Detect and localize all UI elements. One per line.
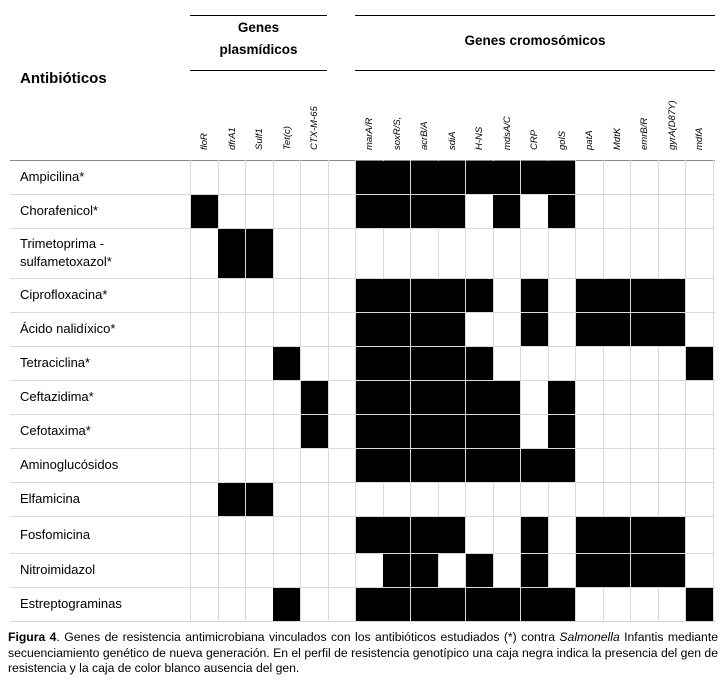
- resistance-cell-chromosomal: [383, 449, 410, 482]
- resistance-cell-chromosomal: [411, 161, 438, 194]
- resistance-cell-chromosomal: [438, 449, 465, 482]
- resistance-cell-chromosomal: [493, 588, 520, 621]
- resistance-cell-plasmid: [218, 229, 245, 278]
- caption-text-2: Infantis mediante secuenciamiento genético de nueva generación. En el perfil de resistencia genotípico una caja negra indica la presencia del gen de resistencia y la caja de color blanco ausencia del gen.: [8, 630, 719, 675]
- resistance-cell-chromosomal: [383, 279, 410, 312]
- resistance-cell-chromosomal: [411, 517, 438, 553]
- gene-label-chromosomal: CRP: [529, 129, 540, 150]
- gene-label-chromosomal: patA: [584, 130, 595, 150]
- gene-label-plasmid: floR: [199, 133, 210, 150]
- antibiotic-label: Elfamicina: [20, 491, 80, 506]
- plasmid-header-top-line: [190, 15, 327, 16]
- resistance-cell-chromosomal: [466, 161, 493, 194]
- resistance-cell-chromosomal: [576, 279, 603, 312]
- caption-text-1: . Genes de resistencia antimicrobiana vinculados con los antibióticos estudiados (*) contra: [56, 630, 560, 644]
- antibiotic-label: Ampicilina*: [20, 169, 85, 184]
- resistance-cell-chromosomal: [356, 449, 383, 482]
- gene-label-chromosomal: mdsA/C: [501, 116, 513, 150]
- resistance-cell-chromosomal: [356, 517, 383, 553]
- antibiotic-label: Aminoglucósidos: [20, 457, 119, 472]
- plasmid-header-bottom-line: [190, 70, 327, 71]
- resistance-cell-chromosomal: [631, 517, 658, 553]
- resistance-cell-chromosomal: [383, 347, 410, 380]
- resistance-cell-chromosomal: [493, 195, 520, 228]
- resistance-cell-chromosomal: [686, 347, 713, 380]
- gene-label-plasmid: dfrA1: [226, 127, 238, 150]
- gene-label-chromosomal: MdtK: [611, 127, 623, 150]
- gene-label-chromosomal: golS: [556, 130, 568, 150]
- grid-column-line: [713, 160, 714, 621]
- grid-column-line: [328, 160, 329, 621]
- resistance-cell-chromosomal: [521, 554, 548, 587]
- resistance-cell-chromosomal: [603, 554, 630, 587]
- caption-organism: Salmonella: [559, 630, 620, 644]
- resistance-cell-chromosomal: [603, 313, 630, 346]
- plasmid-group-title-line2: plasmídicos: [219, 42, 298, 57]
- gene-label-chromosomal: soxR/S,: [391, 116, 403, 150]
- resistance-cell-chromosomal: [521, 588, 548, 621]
- antibiotic-label: Cefotaxima*: [20, 423, 91, 438]
- resistance-cell-chromosomal: [438, 161, 465, 194]
- resistance-cell-plasmid: [301, 415, 328, 448]
- resistance-cell-chromosomal: [383, 517, 410, 553]
- resistance-cell-chromosomal: [411, 588, 438, 621]
- resistance-cell-chromosomal: [493, 449, 520, 482]
- resistance-cell-chromosomal: [631, 279, 658, 312]
- resistance-cell-chromosomal: [548, 588, 575, 621]
- resistance-cell-chromosomal: [356, 161, 383, 194]
- resistance-cell-chromosomal: [438, 415, 465, 448]
- resistance-cell-chromosomal: [548, 381, 575, 414]
- caption-figure-label: Figura 4: [8, 630, 57, 644]
- resistance-cell-chromosomal: [438, 279, 465, 312]
- antibiotic-label: Tetraciclina*: [20, 355, 91, 370]
- gene-label-chromosomal: acrB/A: [419, 121, 430, 150]
- resistance-cell-chromosomal: [411, 415, 438, 448]
- resistance-cell-chromosomal: [548, 195, 575, 228]
- resistance-cell-chromosomal: [521, 279, 548, 312]
- resistance-cell-chromosomal: [521, 313, 548, 346]
- resistance-cell-chromosomal: [548, 161, 575, 194]
- resistance-cell-plasmid: [301, 381, 328, 414]
- gene-label-chromosomal: marA/R: [364, 117, 375, 150]
- gene-label-chromosomal: sdiA: [446, 131, 458, 150]
- resistance-cell-chromosomal: [686, 588, 713, 621]
- resistance-cell-plasmid: [191, 195, 218, 228]
- resistance-cell-plasmid: [246, 229, 273, 278]
- resistance-cell-chromosomal: [411, 347, 438, 380]
- resistance-cell-chromosomal: [438, 313, 465, 346]
- resistance-cell-chromosomal: [631, 554, 658, 587]
- resistance-cell-chromosomal: [356, 347, 383, 380]
- resistance-cell-chromosomal: [438, 347, 465, 380]
- resistance-cell-chromosomal: [466, 588, 493, 621]
- resistance-cell-chromosomal: [466, 347, 493, 380]
- resistance-cell-chromosomal: [438, 517, 465, 553]
- resistance-cell-chromosomal: [411, 554, 438, 587]
- gene-label-chromosomal: H-NS: [474, 126, 485, 150]
- grid-column-line: [190, 160, 191, 621]
- resistance-cell-chromosomal: [356, 415, 383, 448]
- resistance-cell-chromosomal: [438, 381, 465, 414]
- resistance-cell-chromosomal: [356, 279, 383, 312]
- antibiotic-label: Chorafenicol*: [20, 203, 99, 218]
- resistance-cell-chromosomal: [576, 313, 603, 346]
- antibiotic-label: Fosfomicina: [20, 526, 91, 542]
- antibiotic-label: Estreptograminas: [20, 596, 122, 611]
- resistance-cell-chromosomal: [466, 449, 493, 482]
- resistance-cell-chromosomal: [438, 588, 465, 621]
- antibiotics-title: Antibióticos: [20, 70, 107, 87]
- resistance-cell-chromosomal: [411, 449, 438, 482]
- resistance-cell-chromosomal: [466, 279, 493, 312]
- resistance-cell-chromosomal: [603, 279, 630, 312]
- antibiotic-label: Ciprofloxacina*: [20, 287, 108, 302]
- grid-column-line: [273, 160, 274, 621]
- gene-label-chromosomal: emrB/R: [639, 117, 650, 150]
- resistance-cell-plasmid: [246, 483, 273, 516]
- resistance-cell-chromosomal: [383, 415, 410, 448]
- gene-label-plasmid: Sulf1: [254, 128, 265, 150]
- resistance-cell-chromosomal: [576, 554, 603, 587]
- resistance-cell-chromosomal: [466, 415, 493, 448]
- resistance-cell-chromosomal: [411, 381, 438, 414]
- resistance-cell-chromosomal: [356, 381, 383, 414]
- antibiotic-label: Ceftazidima*: [20, 389, 94, 404]
- chromosomal-header-top-line: [355, 15, 715, 16]
- grid-row-line: [10, 621, 715, 622]
- gene-label-chromosomal: gyrA(D87Y): [666, 100, 678, 150]
- resistance-cell-chromosomal: [658, 517, 685, 553]
- resistance-cell-chromosomal: [356, 588, 383, 621]
- resistance-cell-chromosomal: [493, 415, 520, 448]
- resistance-cell-chromosomal: [548, 415, 575, 448]
- resistance-cell-chromosomal: [356, 313, 383, 346]
- resistance-cell-chromosomal: [521, 449, 548, 482]
- resistance-cell-chromosomal: [383, 161, 410, 194]
- resistance-cell-chromosomal: [438, 195, 465, 228]
- resistance-cell-chromosomal: [466, 381, 493, 414]
- gene-label-chromosomal: mdfA: [694, 127, 705, 150]
- resistance-cell-chromosomal: [658, 279, 685, 312]
- figure-caption: [8, 630, 718, 677]
- resistance-cell-chromosomal: [383, 554, 410, 587]
- gene-label-plasmid: Tet(c): [281, 126, 293, 150]
- resistance-cell-chromosomal: [356, 195, 383, 228]
- resistance-cell-chromosomal: [521, 161, 548, 194]
- resistance-cell-chromosomal: [521, 517, 548, 553]
- grid-column-line: [685, 160, 686, 621]
- resistance-cell-chromosomal: [383, 313, 410, 346]
- plasmid-group-title: [190, 17, 327, 61]
- resistance-cell-plasmid: [273, 588, 300, 621]
- resistance-cell-chromosomal: [411, 195, 438, 228]
- resistance-cell-chromosomal: [576, 517, 603, 553]
- antibiotic-label: Trimetoprima - sulfametoxazol*: [20, 236, 112, 269]
- resistance-cell-chromosomal: [411, 313, 438, 346]
- resistance-cell-chromosomal: [383, 588, 410, 621]
- plasmid-group-title-line1: Genes: [237, 20, 280, 35]
- resistance-cell-chromosomal: [466, 554, 493, 587]
- resistance-cell-chromosomal: [383, 381, 410, 414]
- resistance-cell-plasmid: [218, 483, 245, 516]
- antibiotic-label: Ácido nalidíxico*: [20, 321, 116, 336]
- resistance-cell-chromosomal: [603, 517, 630, 553]
- resistance-cell-chromosomal: [631, 313, 658, 346]
- chromosomal-group-title: Genes cromosómicos: [464, 33, 606, 48]
- resistance-cell-chromosomal: [411, 279, 438, 312]
- chromosomal-header-bottom-line: [355, 70, 715, 71]
- resistance-cell-plasmid: [273, 347, 300, 380]
- resistance-cell-chromosomal: [493, 161, 520, 194]
- resistance-cell-chromosomal: [548, 449, 575, 482]
- resistance-cell-chromosomal: [493, 381, 520, 414]
- antibiotic-label: Nitroimidazol: [20, 562, 96, 577]
- resistance-cell-chromosomal: [383, 195, 410, 228]
- gene-label-plasmid: CTX-M-65: [309, 106, 320, 150]
- resistance-cell-chromosomal: [658, 554, 685, 587]
- resistance-cell-chromosomal: [658, 313, 685, 346]
